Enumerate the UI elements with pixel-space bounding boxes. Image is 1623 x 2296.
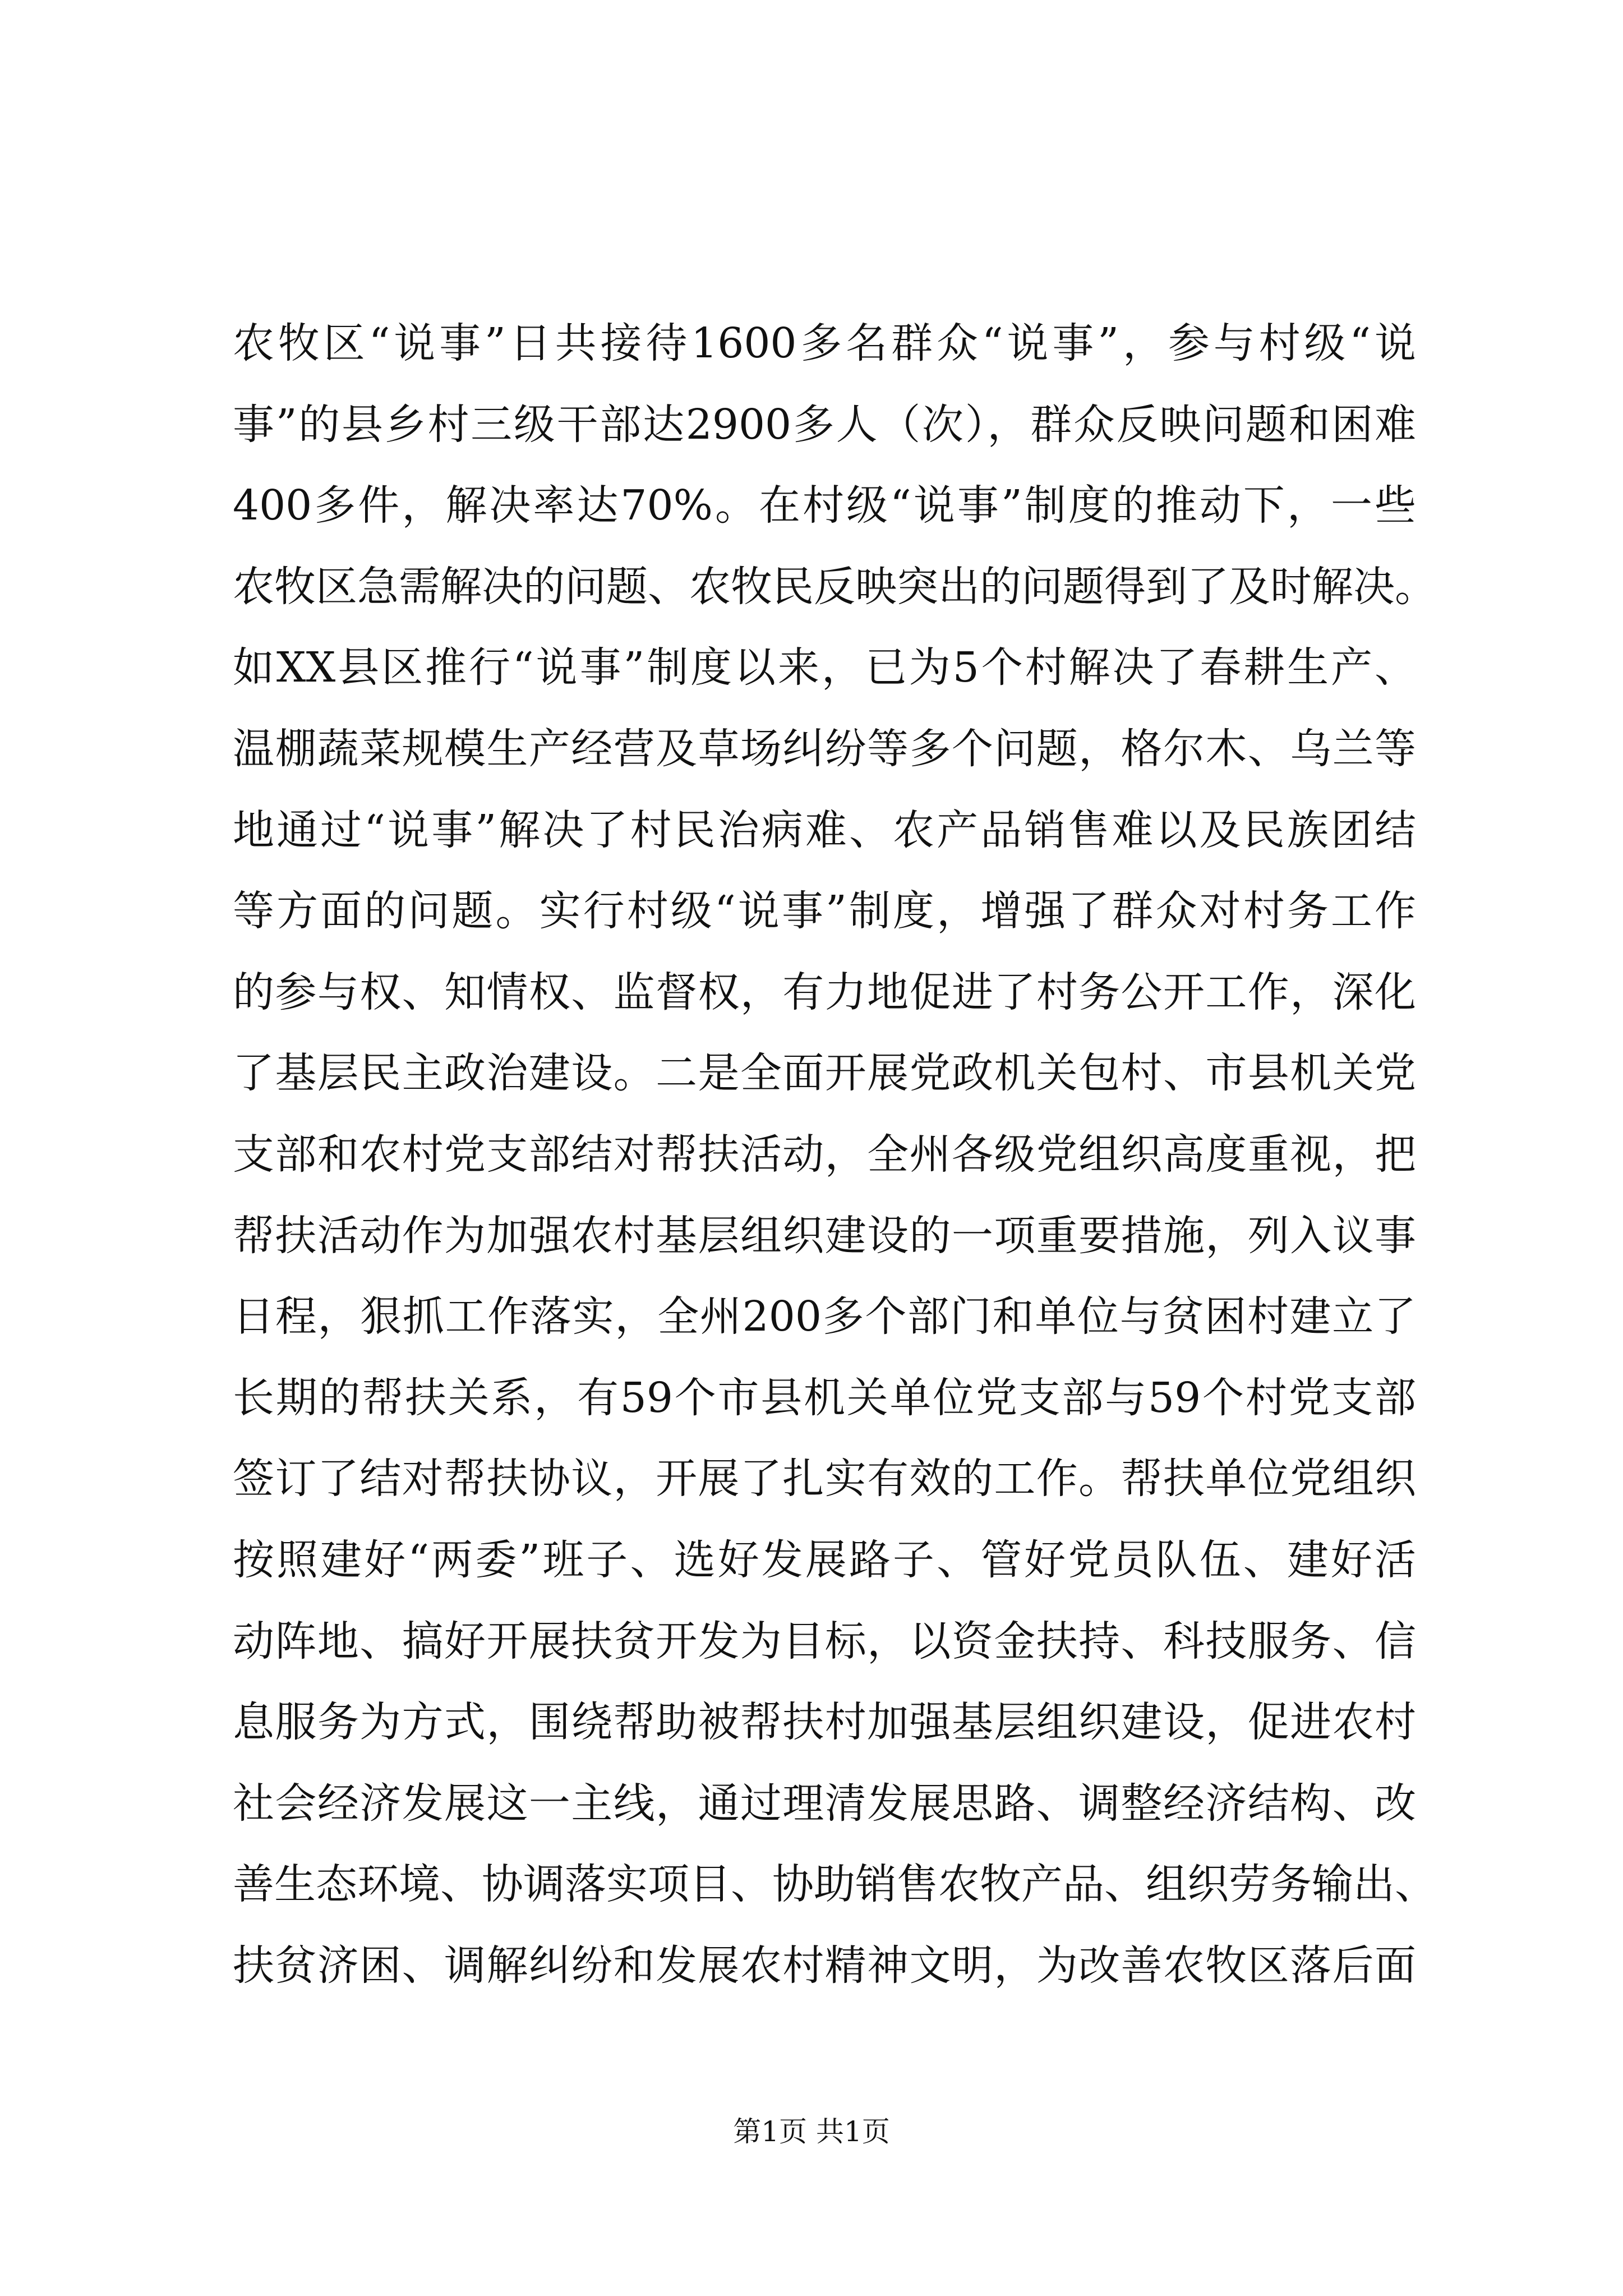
body-text xyxy=(233,303,1436,2006)
text-line-9: 的参与权、知情权、监督权，有力地促进了村务公开工作，深化 xyxy=(233,968,1416,1016)
page-footer xyxy=(0,2109,1623,2150)
text-line-8: 等方面的问题。实行村级“说事”制度，增强了群众对村务工作 xyxy=(233,887,1416,936)
text-line-5: 如XX县区推行“说事”制度以来，已为5个村解决了春耕生产、 xyxy=(233,643,1416,692)
text-line-19: 社会经济发展这一主线，通过理清发展思路、调整经济结构、改 xyxy=(233,1779,1416,1828)
text-line-16: 按照建好“两委”班子、选好发展路子、管好党员队伍、建好活 xyxy=(233,1535,1416,1584)
text-line-21: 扶贫济困、调解纠纷和发展农村精神文明，为改善农牧区落后面 xyxy=(233,1941,1416,1990)
text-line-20: 善生态环境、协调落实项目、协助销售农牧产品、组织劳务输出、 xyxy=(233,1860,1436,1909)
text-line-7: 地通过“说事”解决了村民治病难、农产品销售难以及民族团结 xyxy=(233,806,1416,854)
text-line-2: 事”的县乡村三级干部达2900多人（次），群众反映问题和困难 xyxy=(233,400,1416,449)
page-number-label: 第1页 共1页 xyxy=(733,2115,890,2148)
text-line-10: 了基层民主政治建设。二是全面开展党政机关包村、市县机关党 xyxy=(233,1049,1416,1098)
text-line-3: 400多件，解决率达70%。在村级“说事”制度的推动下，一些 xyxy=(233,481,1416,530)
text-line-18: 息服务为方式，围绕帮助被帮扶村加强基层组织建设，促进农村 xyxy=(233,1698,1416,1747)
text-line-15: 签订了结对帮扶协议，开展了扎实有效的工作。帮扶单位党组织 xyxy=(233,1455,1416,1503)
text-line-13: 日程，狠抓工作落实，全州200多个部门和单位与贫困村建立了 xyxy=(233,1292,1416,1341)
text-line-11: 支部和农村党支部结对帮扶活动，全州各级党组织高度重视，把 xyxy=(233,1130,1416,1179)
text-line-17: 动阵地、搞好开展扶贫开发为目标，以资金扶持、科技服务、信 xyxy=(233,1617,1416,1665)
text-line-1: 农牧区“说事”日共接待1600多名群众“说事”，参与村级“说 xyxy=(233,319,1416,367)
text-line-6: 温棚蔬菜规模生产经营及草场纠纷等多个问题，格尔木、乌兰等 xyxy=(233,724,1416,773)
text-line-4: 农牧区急需解决的问题、农牧民反映突出的问题得到了及时解决。 xyxy=(233,562,1436,611)
text-line-12: 帮扶活动作为加强农村基层组织建设的一项重要措施，列入议事 xyxy=(233,1211,1416,1260)
text-line-14: 长期的帮扶关系，有59个市县机关单位党支部与59个村党支部 xyxy=(233,1373,1416,1422)
